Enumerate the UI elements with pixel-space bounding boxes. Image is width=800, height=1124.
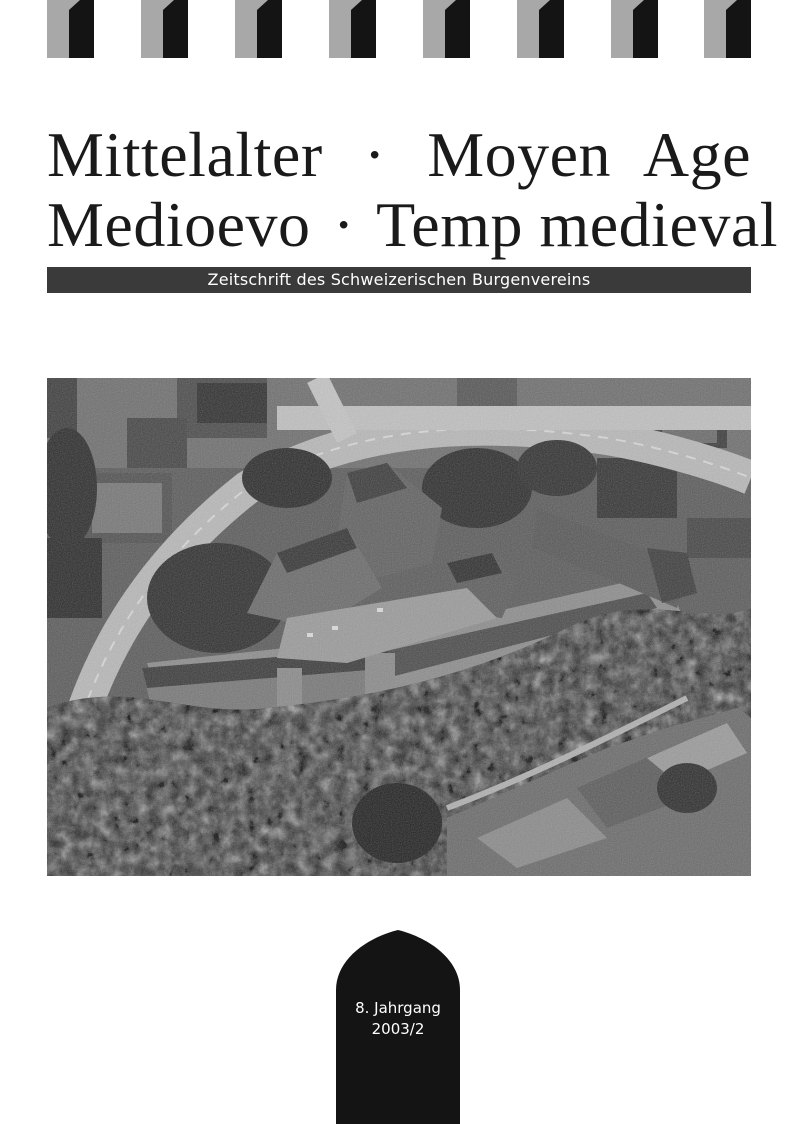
castle-aerial-photo [47,378,751,876]
title-line-1 [47,120,751,190]
subtitle-bar: Zeitschrift des Schweizerischen Burgenvereins [47,267,751,293]
merlon-icon [423,0,470,58]
merlon-icon [517,0,564,58]
merlon-icon [704,0,751,58]
title-separator: · [333,189,355,260]
issue-badge [336,930,460,1124]
merlon-icon [329,0,376,58]
issue-volume: 8. Jahrgang [355,999,441,1017]
merlon-icon [47,0,94,58]
crenellation-row [47,0,751,58]
title-separator: · [364,119,386,190]
issue-number: 2003/2 [371,1020,425,1038]
issue-info [336,998,460,1040]
title-german: Mittelalter [47,119,323,190]
title-line-2 [47,189,779,260]
merlon-icon [141,0,188,58]
title-italian: Medioevo [47,189,311,260]
merlon-icon [235,0,282,58]
title-french: Moyen Age [427,119,752,190]
title-romansh: Temp medieval [376,189,779,260]
journal-title [47,119,779,260]
merlon-icon [611,0,658,58]
